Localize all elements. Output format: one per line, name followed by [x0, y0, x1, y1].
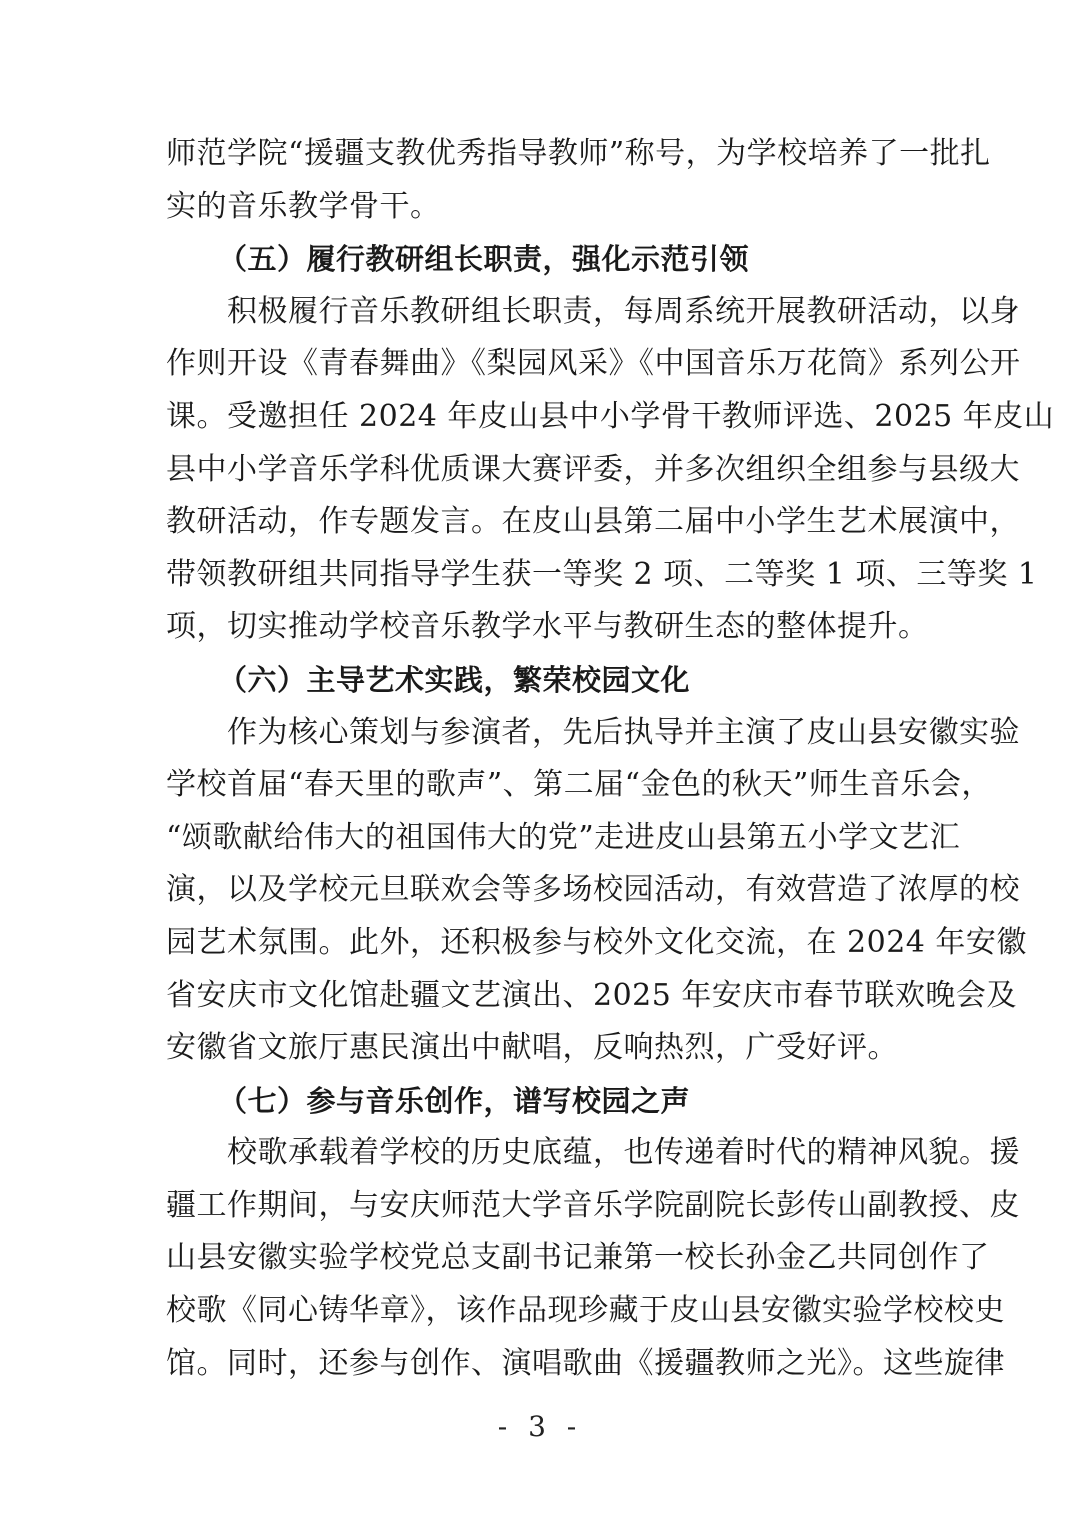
paragraph-line: 安徽省文旅厅惠民演出中献唱，反响热烈，广受好评。	[166, 1030, 898, 1066]
paragraph-line: 作为核心策划与参演者，先后执导并主演了皮山县安徽实验	[166, 714, 1020, 750]
paragraph-line: 园艺术氛围。此外，还积极参与校外文化交流，在 2024 年安徽	[166, 924, 1027, 960]
paragraph-line: 校歌《同心铸华章》，该作品现珍藏于皮山县安徽实验学校校史	[166, 1293, 1005, 1329]
section-heading: （五）履行教研组长职责，强化示范引领	[218, 242, 750, 277]
paragraph-line: 积极履行音乐教研组长职责，每周系统开展教研活动，以身	[166, 293, 1020, 329]
paragraph-line: 学校首届“春天里的歌声”、第二届“金色的秋天”师生音乐会，	[166, 767, 992, 803]
paragraph-line: 课。受邀担任 2024 年皮山县中小学骨干教师评选、2025 年皮山	[166, 398, 1055, 434]
paragraph-line: 山县安徽实验学校党总支副书记兼第一校长孙金乙共同创作了	[166, 1240, 990, 1276]
paragraph-line: 教研活动，作专题发言。在皮山县第二届中小学生艺术展演中，	[166, 504, 1020, 540]
page-number: - 3 -	[497, 1410, 583, 1443]
section-heading: （七）参与音乐创作，谱写校园之声	[218, 1083, 691, 1118]
paragraph-line: 带领教研组共同指导学生获一等奖 2 项、二等奖 1 项、三等奖 1	[166, 556, 1038, 592]
paragraph-line: 实的音乐教学骨干。	[166, 188, 441, 224]
paragraph-line: 演，以及学校元旦联欢会等多场校园活动，有效营造了浓厚的校	[166, 872, 1020, 908]
paragraph-line: 作则开设《青春舞曲》《梨园风采》《中国音乐万花筒》系列公开	[166, 346, 1021, 382]
paragraph-line: 师范学院“援疆支教优秀指导教师”称号，为学校培养了一批扎	[166, 136, 991, 171]
paragraph-line: 校歌承载着学校的历史底蕴，也传递着时代的精神风貌。援	[166, 1135, 1020, 1171]
paragraph-line: 馆。同时，还参与创作、演唱歌曲《援疆教师之光》。这些旋律	[166, 1345, 1005, 1381]
paragraph-line: 项，切实推动学校音乐教学水平与教研生态的整体提升。	[166, 609, 929, 645]
body-text	[166, 128, 1055, 1390]
paragraph-line: 县中小学音乐学科优质课大赛评委，并多次组织全组参与县级大	[166, 451, 1020, 487]
paragraph-line: 疆工作期间，与安庆师范大学音乐学院副院长彭传山副教授、皮	[166, 1187, 1020, 1223]
section-heading: （六）主导艺术实践，繁荣校园文化	[218, 662, 691, 697]
paragraph-line: 省安庆市文化馆赴疆文艺演出、2025 年安庆市春节联欢晚会及	[166, 977, 1017, 1013]
paragraph-line: “颂歌献给伟大的祖国伟大的党”走进皮山县第五小学文艺汇	[166, 819, 961, 855]
